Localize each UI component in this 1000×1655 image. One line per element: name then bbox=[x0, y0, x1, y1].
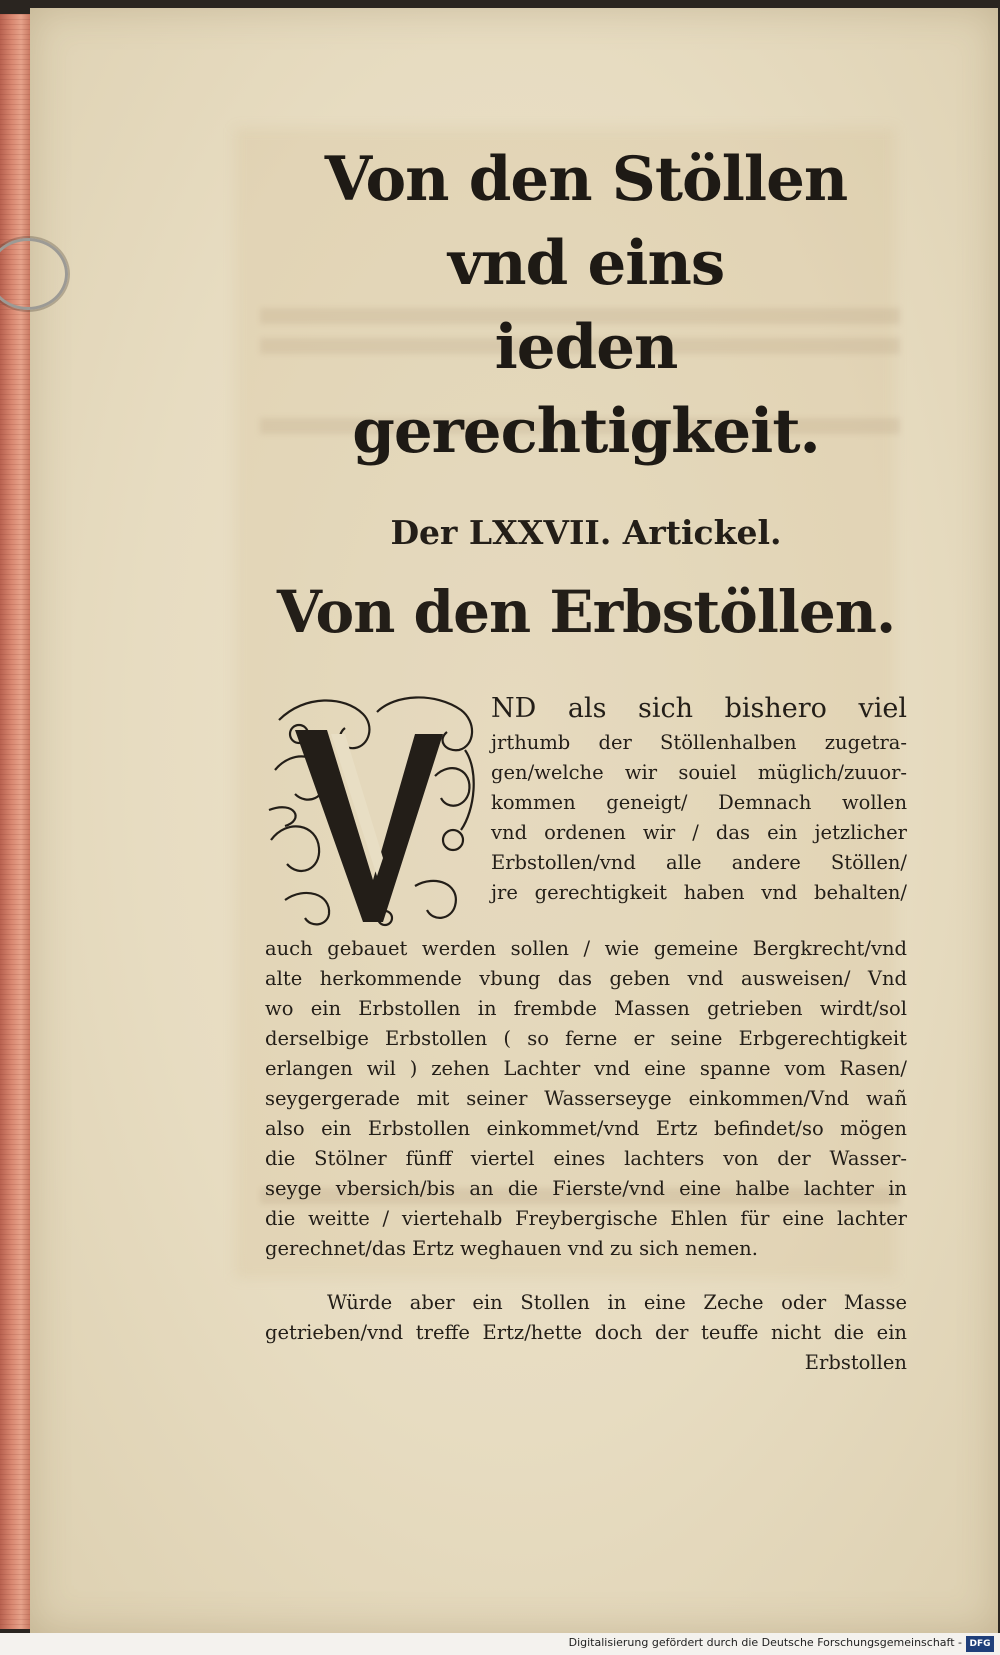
text-line: erlangen wil ) zehen Lachter vnd eine spanne vom Rasen/ bbox=[265, 1057, 907, 1080]
ornamental-initial-v-icon bbox=[265, 690, 483, 930]
text-line: jre gerechtigkeit haben vnd behalten/ bbox=[491, 881, 907, 904]
text-line: Würde aber ein Stollen in eine Zeche oder Masse bbox=[327, 1291, 907, 1314]
text-line: getrieben/vnd treffe Ertz/hette doch der teuffe nicht die ein bbox=[265, 1321, 907, 1344]
text-line: derselbige Erbstollen ( so ferne er seine Erbgerechtigkeit bbox=[265, 1027, 907, 1050]
text-line: die weitte / viertehalb Freybergische Ehlen für eine lachter bbox=[265, 1207, 907, 1230]
text-line: wo ein Erbstollen in frembde Massen getrieben wirdt/sol bbox=[265, 997, 907, 1020]
catchword: Erbstollen bbox=[804, 1351, 907, 1374]
paragraph-1 bbox=[265, 690, 907, 1264]
text-line: also ein Erbstollen einkommet/vnd Ertz befindet/so mögen bbox=[265, 1117, 907, 1140]
text-block bbox=[265, 138, 907, 1378]
page-title bbox=[265, 138, 907, 474]
text-line: seygergerade mit seiner Wasserseyge einkommen/Vnd wañ bbox=[265, 1087, 907, 1110]
dfg-logo-icon: DFG bbox=[966, 1636, 994, 1652]
funding-credit: Digitalisierung gefördert durch die Deutsche Forschungsgemeinschaft - bbox=[568, 1636, 962, 1649]
text-line: auch gebauet werden sollen / wie gemeine Bergkrecht/vnd bbox=[265, 937, 907, 960]
title-line-2: ieden gerechtigkeit. bbox=[352, 312, 820, 467]
text-line: die Stölner fünff viertel eines lachters von der Wasser- bbox=[265, 1147, 907, 1170]
paragraph-2 bbox=[265, 1288, 907, 1378]
decorated-initial bbox=[265, 690, 483, 930]
article-number: Der LXXVII. Artickel. bbox=[390, 513, 782, 552]
text-line: ND als sich bishero viel bbox=[491, 693, 907, 724]
text-line: jrthumb der Stöllenhalben zugetra- bbox=[491, 731, 907, 754]
text-line: gerechnet/das Ertz weghauen vnd zu sich nemen. bbox=[265, 1237, 758, 1260]
paper-sheet bbox=[30, 8, 998, 1633]
title-line-1: Von den Stöllen vnd eins bbox=[324, 144, 848, 299]
text-line: alte herkommende vbung das geben vnd ausweisen/ Vnd bbox=[265, 967, 907, 990]
text-line: seyge vbersich/bis an die Fierste/vnd eine halbe lachter in bbox=[265, 1177, 907, 1200]
digitization-footer bbox=[0, 1633, 1000, 1655]
text-line: kommen geneigt/ Demnach wollen bbox=[491, 791, 907, 814]
text-line: gen/welche wir souiel müglich/zuuor- bbox=[491, 761, 907, 784]
text-line: Erbstollen/vnd alle andere Stöllen/ bbox=[491, 851, 907, 874]
text-line: vnd ordenen wir / das ein jetzlicher bbox=[491, 821, 907, 844]
section-subtitle: Von den Erbstöllen. bbox=[276, 578, 896, 646]
